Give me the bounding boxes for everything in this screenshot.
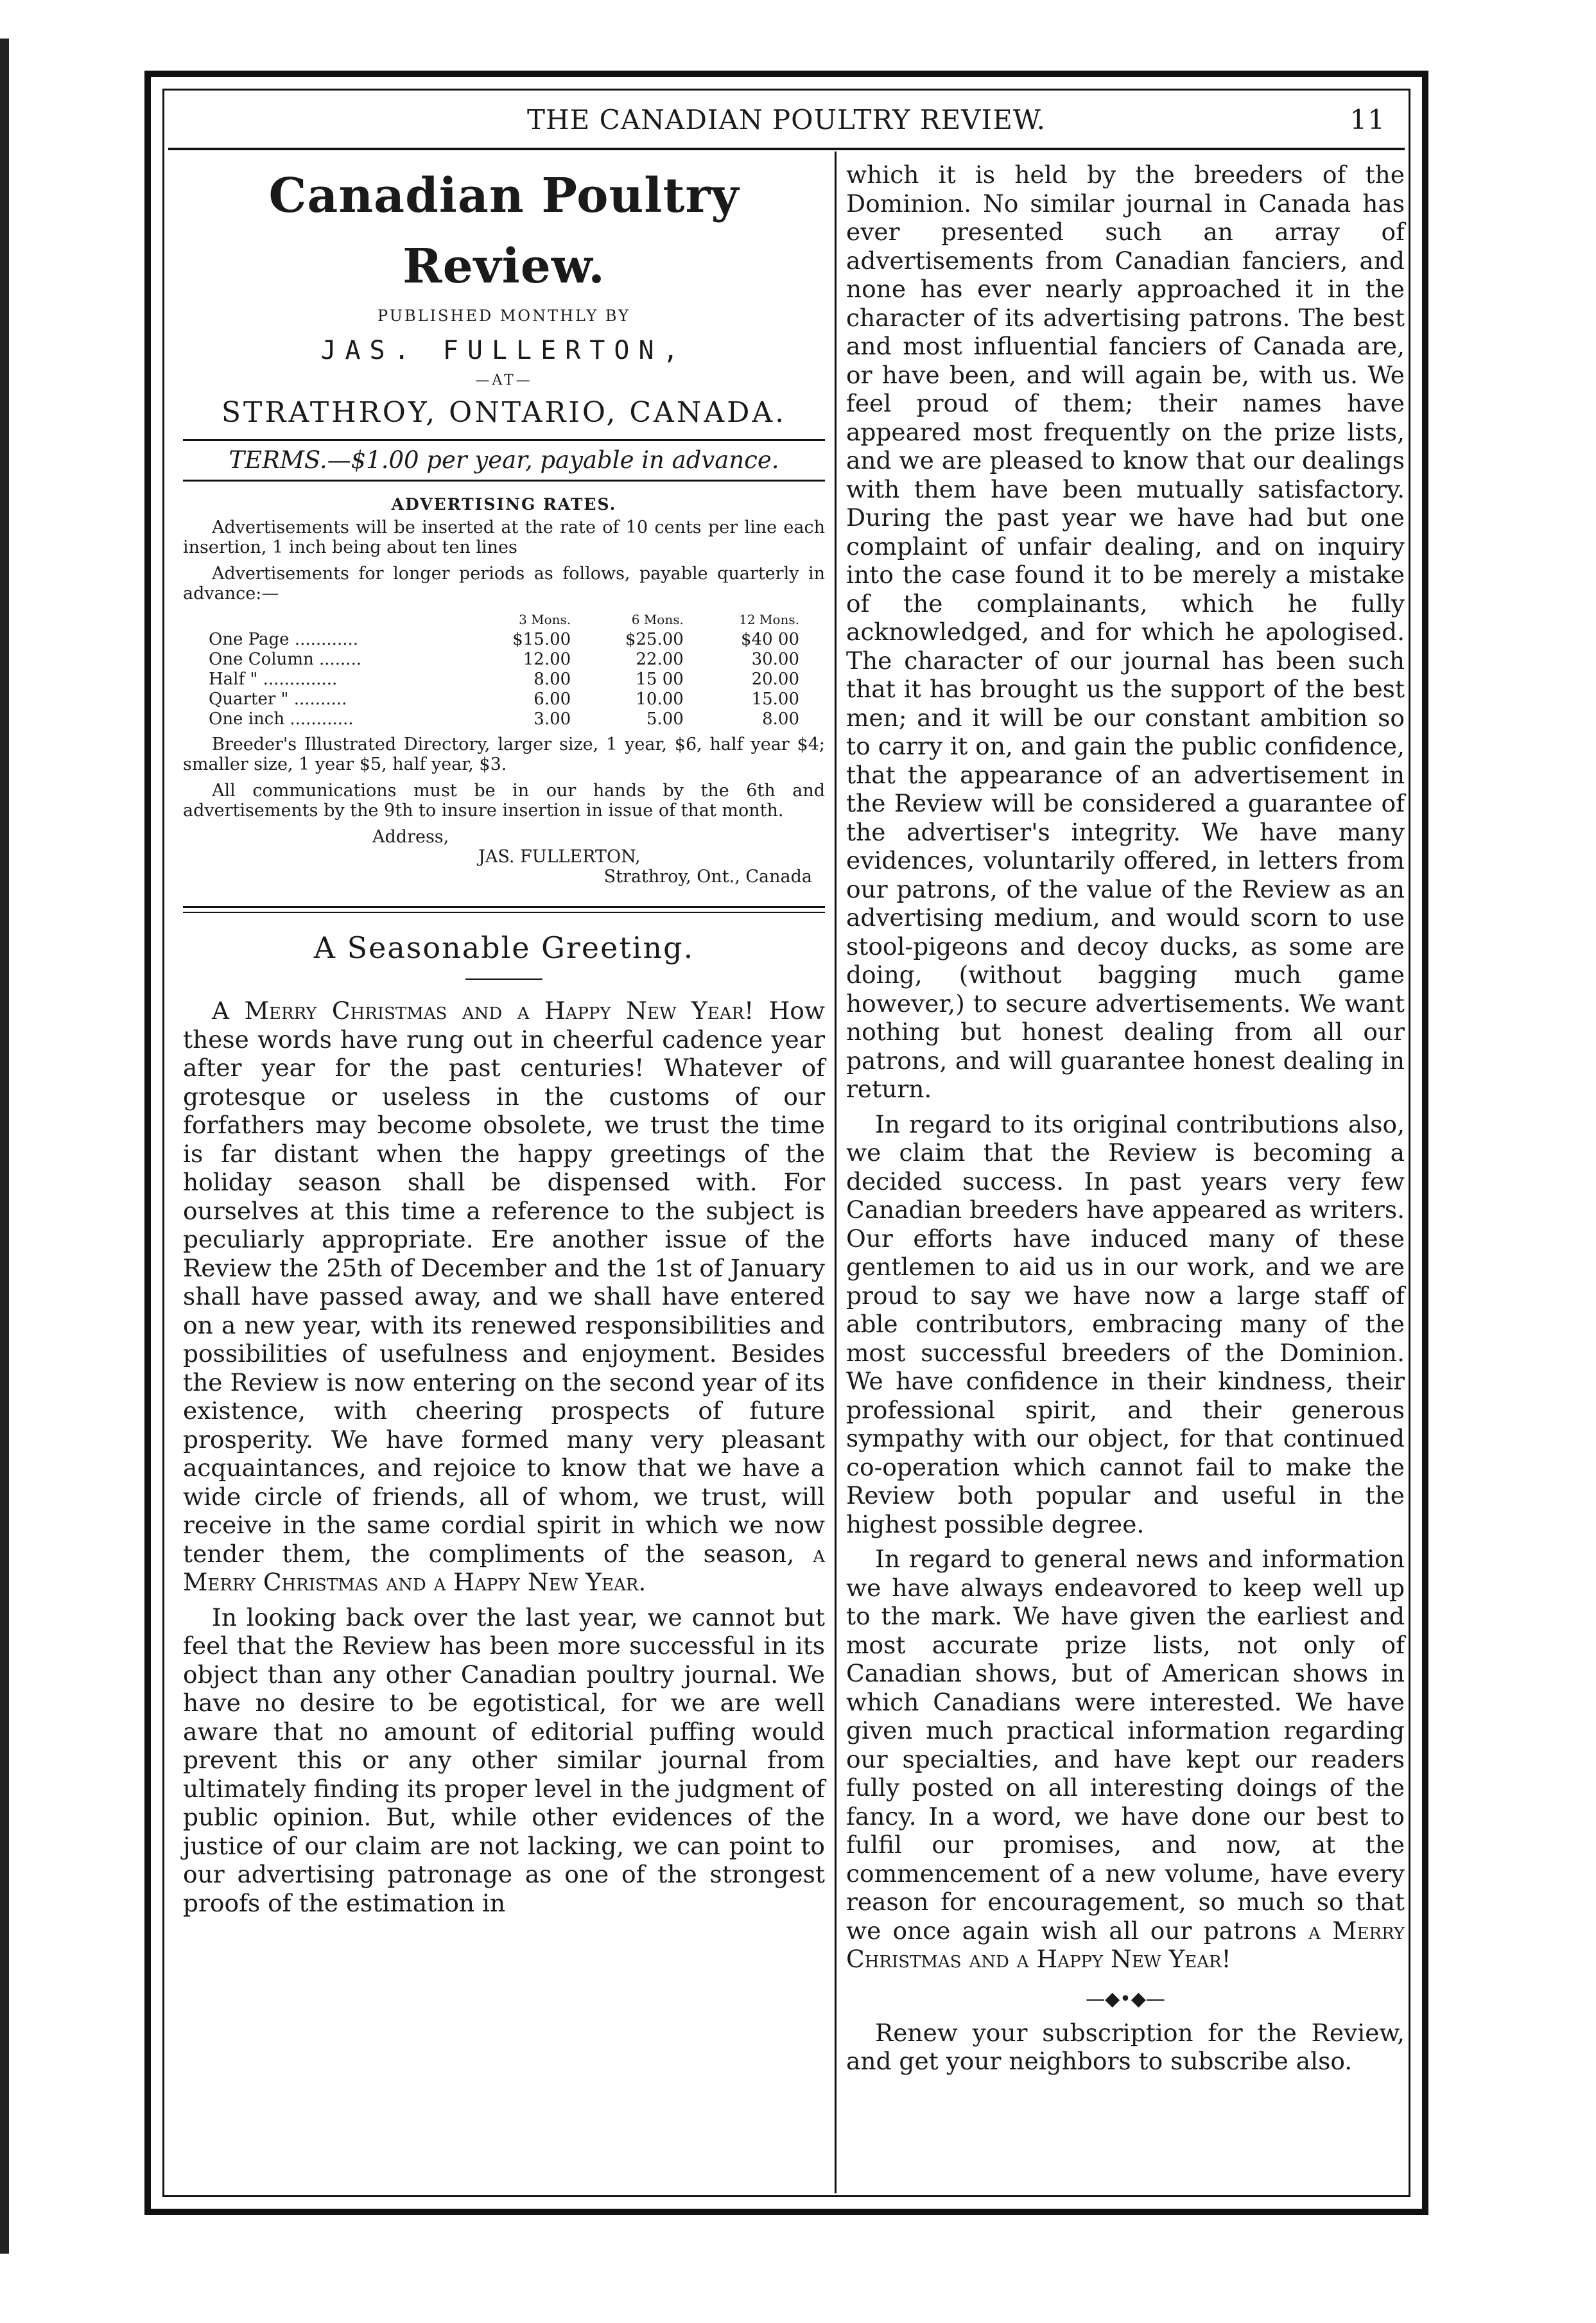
article-paragraph-1 <box>183 996 825 1597</box>
rates-row <box>202 670 806 690</box>
published-by: PUBLISHED MONTHLY BY <box>377 307 630 325</box>
article-title: A Seasonable Greeting. <box>313 930 695 965</box>
rates-label: One Column ........ <box>209 650 362 669</box>
rates-value: 15 00 <box>636 670 684 689</box>
advertising-longer: Advertisements for longer periods as follows, payable quarterly in advance:— <box>183 564 825 604</box>
header-rule <box>168 148 1405 150</box>
masthead-title: Canadian Poultry Review. <box>268 168 740 294</box>
rates-header-3mo: 3 Mons. <box>519 612 571 627</box>
section-rule-thin <box>183 912 825 913</box>
rates-value: 5.00 <box>646 709 684 729</box>
address-block <box>183 827 825 887</box>
rates-header-6mo: 6 Mons. <box>631 612 684 627</box>
rates-label: Quarter " .......... <box>209 690 347 709</box>
rates-value: 8.00 <box>533 670 571 689</box>
running-header <box>168 95 1405 149</box>
rates-row <box>202 630 806 650</box>
page-number: 11 <box>1349 104 1385 135</box>
rates-label: One Page ............ <box>209 630 359 649</box>
address-label: Address, <box>372 827 449 847</box>
rates-value: 22.00 <box>636 650 684 669</box>
rates-value: $40 00 <box>741 630 799 649</box>
rates-value: 15.00 <box>751 690 799 709</box>
ornament-divider: —◆•◆— <box>1086 1987 1165 2010</box>
article-paragraph-3: In regard to its original contributions also, we claim that the Review is becoming a decided success. In past years very few Canadian breeders have appeared as writers. Our efforts have induced many of these gentlemen to aid us in our work, and we are proud to say we have now a large staff of able contributors, embracing many of the most successful breeders of the Dominion. We have confidence in their kindness, their professional spirit, and their generous sympathy with our object, for that continued co-operation which cannot fail to make the Review both popular and useful in the highest possible degree. <box>846 1109 1405 1538</box>
greeting-tail: a Merry Christmas and a Happy New Year. <box>183 1539 825 1596</box>
advertising-heading: ADVERTISING RATES. <box>391 495 617 514</box>
directory-rates: Breeder's Illustrated Directory, larger size, 1 year, $6, half year $4; smaller size, 1 year $5, half year, $3. <box>183 735 825 774</box>
rates-value: 20.00 <box>751 670 799 689</box>
article-paragraph-2-continued: which it is held by the breeders of the Dominion. No similar journal in Canada has ever presented such an array of advertisements from Canadian fanciers, and none has ever nearly approached it in the character of its advertising patrons. The best and most influential fanciers of Canada are, or have been, and will again be, with us. We feel proud of them; their names have appeared most frequently on the prize lists, and we are pleased to know that our dealings with them have been mutually satisfactory. During the past year we have had but one complaint of unfair dealing, and on inquiry into the case found it to be merely a mistake of the complainants, which he fully acknowledged, and for which he apologised. The character of our journal has been such that it has brought us the support of the best men; and it will be our constant ambition so to carry it on, and gain the public confidence, that the appearance of an advertisement in the Review will be considered a guarantee of the advertiser's integrity. We have many evidences, voluntarily offered, in letters from our patrons, of the value of the Review as an advertising medium, and would scorn to use stool-pigeons and decoy ducks, as some are doing, (without bagging much game however,) to secure advertisements. We want nothing but honest dealing from all our patrons, and will guarantee honest dealing in return. <box>846 161 1405 1103</box>
rates-value: 6.00 <box>533 690 571 709</box>
running-title: THE CANADIAN POULTRY REVIEW. <box>527 104 1046 135</box>
left-column <box>183 161 825 1924</box>
address-name: JAS. FULLERTON, <box>478 847 641 867</box>
rates-value: 12.00 <box>523 650 571 669</box>
rates-header-row <box>202 610 806 630</box>
rates-value: 10.00 <box>636 690 684 709</box>
rates-row <box>202 690 806 709</box>
rates-row <box>202 650 806 670</box>
rates-label: Half " .............. <box>209 670 338 689</box>
subscription-terms: TERMS.—$1.00 per year, payable in advance. <box>183 439 825 482</box>
column-divider <box>835 152 837 2193</box>
publisher-name: JAS. FULLERTON, <box>320 336 688 365</box>
rates-value: 8.00 <box>762 709 799 729</box>
rates-value: 3.00 <box>533 709 571 729</box>
rates-value: 30.00 <box>751 650 799 669</box>
rates-label: One inch ............ <box>209 709 354 729</box>
article-paragraph-2: In looking back over the last year, we cannot but feel that the Review has been more successful in its object than any other Canadian poultry journal. We have no desire to be egotistical, for we are well aware that no amount of editorial puffing would prevent this or any other similar journal from ultimately finding its proper level in the judgment of public opinion. But, while other evidences of the justice of our claim are not lacking, we can point to our advertising patronage as one of the strongest proofs of the estimation in <box>183 1603 825 1917</box>
rates-table <box>202 610 806 729</box>
publication-place: STRATHROY, ONTARIO, CANADA. <box>221 396 787 429</box>
title-rule <box>465 979 542 980</box>
section-rule <box>183 906 825 908</box>
paragraph-4-body: In regard to general news and information we have always endeavored to keep well up to the mark. We have given the earliest and most accurate prize lists, not only of Canadian shows, but of American shows in which Canadians were interested. We have given much practical information regarding our specialties, and have kept our readers fully posted on all interesting doings of the fancy. In a word, we have done our best to fulfil our promises, and now, at the commencement of a new volume, have every reason for encouragement, so much so that we once again wish all our patrons <box>846 1545 1405 1945</box>
greeting-lead: A Merry Christmas and a Happy New Year! <box>212 996 754 1025</box>
rates-value: $15.00 <box>512 630 571 649</box>
advertising-intro: Advertisements will be inserted at the rate of 10 cents per line each insertion, 1 inch being about ten lines <box>183 518 825 557</box>
address-place: Strathroy, Ont., Canada <box>603 867 812 887</box>
at-label: —AT— <box>475 372 533 388</box>
renewal-note: Renew your subscription for the Review, and get your neighbors to subscribe also. <box>846 2018 1405 2075</box>
rates-row <box>202 709 806 729</box>
communications-note: All communications must be in our hands by the 6th and advertisements by the 9th to insure insertion in issue of that month. <box>183 781 825 821</box>
left-margin-rule <box>0 39 9 2254</box>
right-column <box>846 161 1405 2082</box>
greeting-closing: a Merry Christmas and a Happy New Year! <box>846 1916 1405 1973</box>
article-paragraph-4 <box>846 1545 1405 1974</box>
rates-value: $25.00 <box>625 630 684 649</box>
paragraph-1-body: How these words have rung out in cheerful cadence year after year for the past centuries! Whatever of grotesque or useless in the customs of our forfathers may become obsolete, we trust the time is far distant when the happy greetings of the holiday season shall be dispensed with. For ourselves at this time a reference to the subject is peculiarly appropriate. Ere another issue of the Review the 25th of December and the 1st of January shall have passed away, and we shall have entered on a new year, with its renewed responsibilities and possibilities of usefulness and enjoyment. Besides the Review is now entering on the second year of its existence, with cheering prospects of future prosperity. We have formed many very pleasant acquaintances, and rejoice to know that we have a wide circle of friends, all of whom, we trust, will receive in the same cordial spirit in which we now tender them, the compliments of the season, <box>183 996 825 1568</box>
rates-header-blank <box>202 610 465 630</box>
rates-header-12mo: 12 Mons. <box>739 612 799 627</box>
